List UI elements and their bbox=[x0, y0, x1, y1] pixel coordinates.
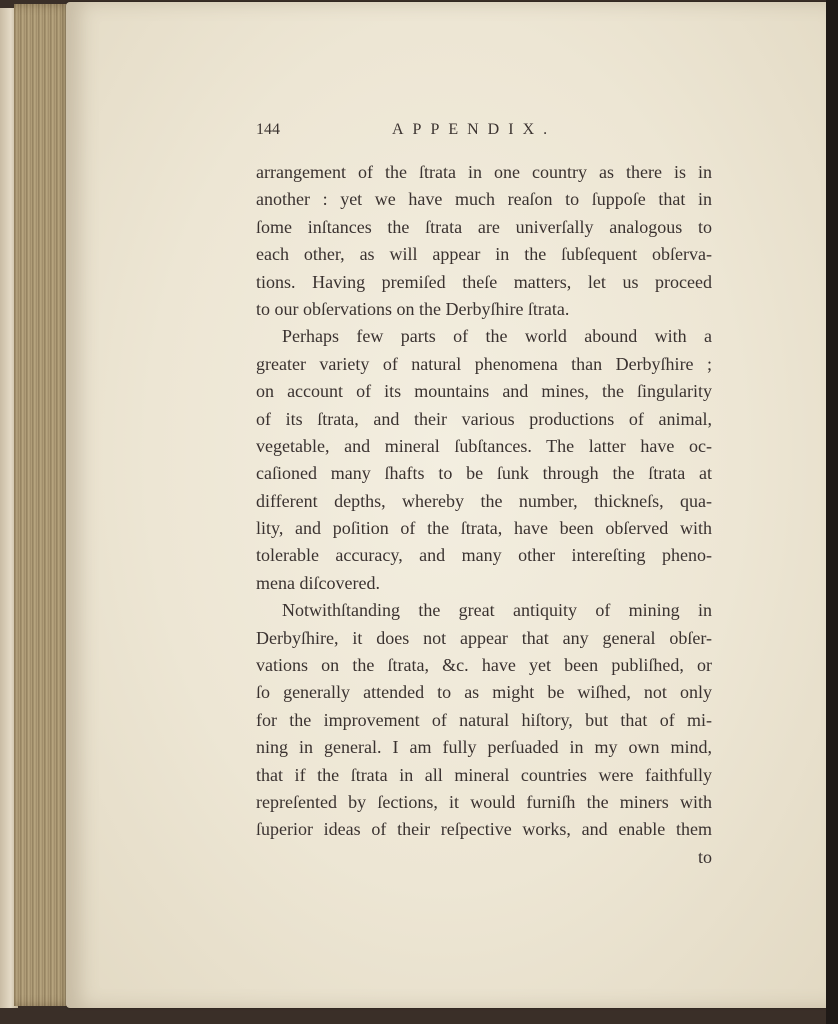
text-line: ſuperior ideas of their reſpective works, and enable them bbox=[256, 819, 712, 840]
body-text bbox=[256, 159, 712, 871]
text-line: vations on the ſtrata, &c. have yet been publiſhed, or bbox=[256, 655, 712, 676]
text-line: Derbyſhire, it does not appear that any general obſer- bbox=[256, 627, 712, 648]
text-line: that if the ſtrata in all mineral countries were faithfully bbox=[256, 764, 712, 785]
text-line: Perhaps few parts of the world abound with a bbox=[282, 326, 712, 347]
text-line: ning in general. I am fully perſuaded in my own mind, bbox=[256, 737, 712, 758]
text-line: ſome inſtances the ſtrata are univerſally analogous to bbox=[256, 216, 712, 237]
text-line: tolerable accuracy, and many other intereſting pheno- bbox=[256, 545, 712, 566]
catchword: to bbox=[697, 846, 712, 867]
text-line: of its ſtrata, and their various productions of animal, bbox=[256, 408, 712, 429]
right-margin-shadow bbox=[826, 0, 838, 1024]
text-line: different depths, whereby the number, thickneſs, qua- bbox=[256, 490, 712, 511]
text-line: each other, as will appear in the ſubſequent obſerva- bbox=[256, 244, 712, 265]
text-line: ſo generally attended to as might be wiſhed, not only bbox=[256, 682, 712, 703]
text-line: lity, and poſition of the ſtrata, have been obſerved with bbox=[256, 518, 712, 539]
text-line: arrangement of the ſtrata in one country as there is in bbox=[256, 162, 712, 182]
text-line: vegetable, and mineral ſubſtances. The latter have oc- bbox=[256, 435, 712, 456]
text-line: to our obſervations on the Derbyſhire ſtrata. bbox=[256, 298, 570, 319]
text-line: mena diſcovered. bbox=[256, 572, 380, 593]
page-header bbox=[256, 121, 712, 145]
text-line: Notwithſtanding the great antiquity of mining in bbox=[282, 600, 712, 621]
text-line: tions. Having premiſed theſe matters, let us proceed bbox=[256, 271, 712, 292]
text-line: repreſented by ſections, it would furniſh the miners with bbox=[256, 791, 712, 812]
text-line: another : yet we have much reaſon to ſuppoſe that in bbox=[256, 189, 712, 210]
text-line: on account of its mountains and mines, the ſingularity bbox=[256, 381, 712, 402]
text-line: greater variety of natural phenomena than Derbyſhire ; bbox=[256, 353, 712, 374]
page-number: 144 bbox=[256, 121, 280, 138]
text-line: for the improvement of natural hiſtory, but that of mi- bbox=[256, 709, 712, 730]
text-line: caſioned many ſhafts to be ſunk through the ſtrata at bbox=[256, 463, 712, 484]
page-stack-edge bbox=[14, 4, 74, 1006]
running-head: APPENDIX. bbox=[392, 121, 557, 138]
